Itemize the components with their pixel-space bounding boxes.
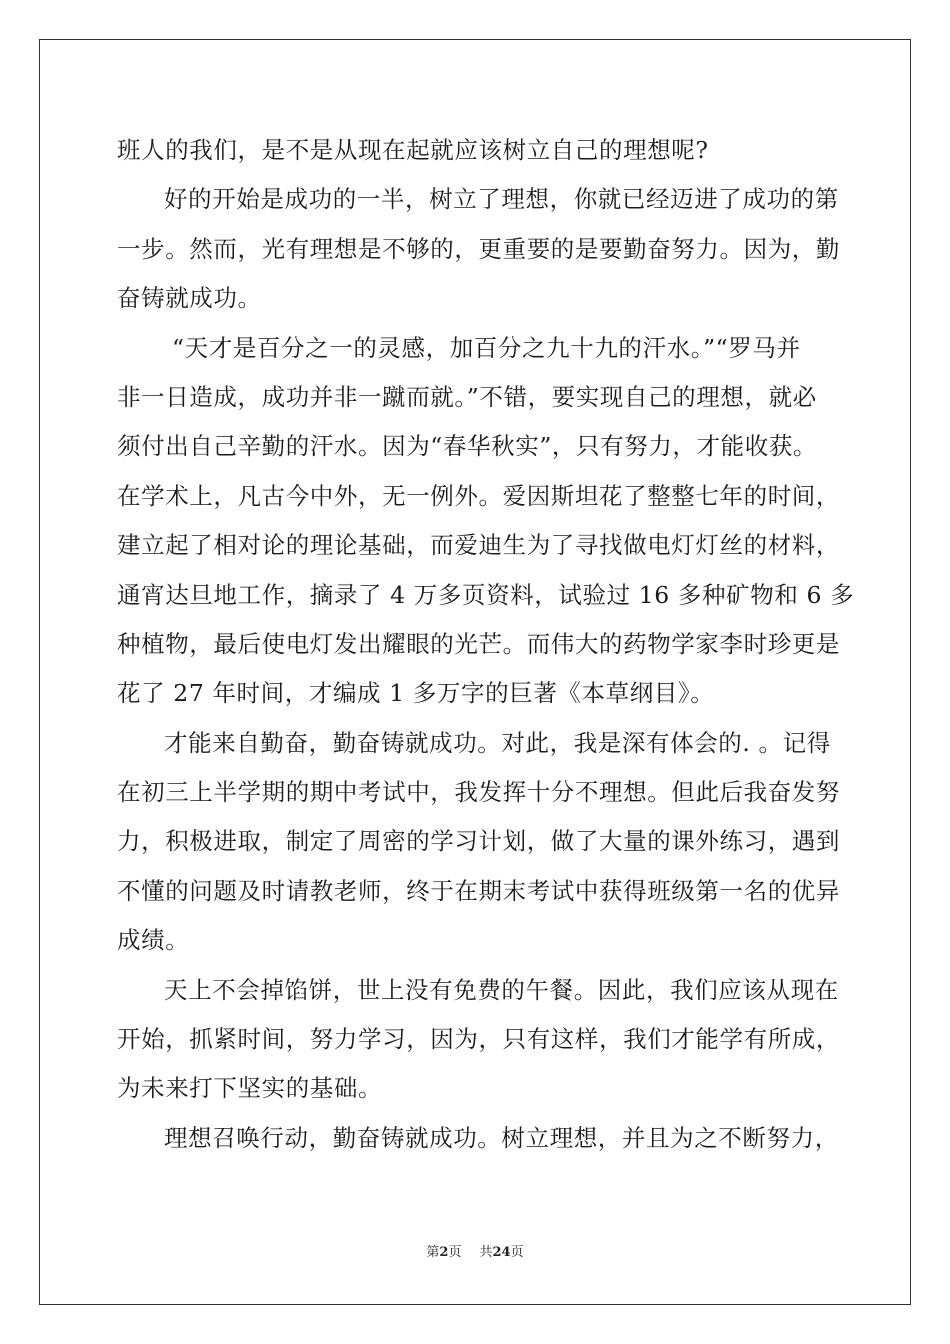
- text-line: 建立起了相对论的理论基础，而爱迪生为了寻找做电灯灯丝的材料，: [117, 531, 840, 560]
- page-number-prefix: 第: [426, 1245, 440, 1260]
- text-line: 在学术上，凡古今中外，无一例外。爱因斯坦花了整整七年的时间，: [117, 481, 840, 510]
- text-line: 一步。然而，光有理想是不够的，更重要的是要勤奋努力。因为，勤: [117, 234, 840, 263]
- text-line: 种植物，最后使电灯发出耀眼的光芒。而伟大的药物学家李时珍更是: [117, 629, 840, 658]
- total-pages-suffix: 页: [510, 1245, 524, 1260]
- text-line: 奋铸就成功。: [117, 284, 262, 313]
- text-line: 通宵达旦地工作，摘录了 4 万多页资料，试验过 16 多种矿物和 6 多: [117, 580, 855, 609]
- page-number-suffix: 页: [448, 1245, 462, 1260]
- text-line: 成绩。: [117, 926, 190, 955]
- paragraph-start-line: 理想召唤行动，勤奋铸就成功。树立理想，并且为之不断努力，: [164, 1123, 839, 1152]
- total-pages: 24: [492, 1245, 511, 1260]
- paragraph-start-line: “天才是百分之一的灵感，加百分之九十九的汗水。”“罗马并: [172, 333, 801, 362]
- text-line: 为未来打下坚实的基础。: [117, 1074, 383, 1103]
- text-line: 花了 27 年时间，才编成 1 多万字的巨著《本草纲目》。: [117, 679, 715, 708]
- paragraph-start-line: 好的开始是成功的一半，树立了理想，你就已经迈进了成功的第: [164, 185, 839, 214]
- paragraph-start-line: 才能来自勤奋，勤奋铸就成功。对此，我是深有体会的. 。记得: [164, 728, 831, 757]
- text-line: 力，积极进取，制定了周密的学习计划，做了大量的课外练习，遇到: [117, 827, 840, 856]
- text-line: 在初三上半学期的期中考试中，我发挥十分不理想。但此后我奋发努: [117, 778, 840, 807]
- text-line: 非一日造成，成功并非一蹴而就。”不错，要实现自己的理想，就必: [117, 382, 817, 411]
- page-footer: [0, 1245, 950, 1261]
- text-line: 不懂的问题及时请教老师，终于在期末考试中获得班级第一名的优异: [117, 876, 840, 905]
- text-line: 班人的我们，是不是从现在起就应该树立自己的理想呢?: [117, 136, 709, 164]
- document-body: [117, 126, 855, 1163]
- text-line: 须付出自己辛勤的汗水。因为“春华秋实”，只有努力，才能收获。: [117, 432, 818, 461]
- page-number: 2: [439, 1245, 449, 1260]
- paragraph-start-line: 天上不会掉馅饼，世上没有免费的午餐。因此，我们应该从现在: [164, 975, 839, 1004]
- text-line: 开始，抓紧时间，努力学习，因为，只有这样，我们才能学有所成，: [117, 1025, 840, 1054]
- total-pages-prefix: 共: [479, 1245, 493, 1260]
